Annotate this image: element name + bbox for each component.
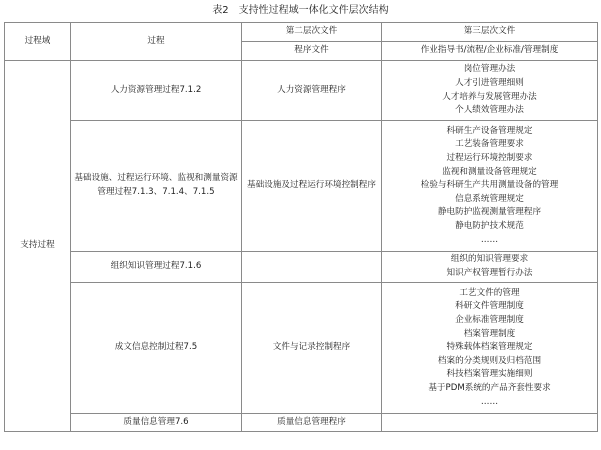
process-cell: 质量信息管理7.6 [71, 414, 242, 432]
doc-item: 工艺文件的管理 [459, 287, 520, 298]
program-cell: 人力资源管理程序 [242, 61, 382, 121]
doc-item: 信息系统管理规定 [455, 193, 524, 204]
doc-item: 档案的分类规则及归档范围 [437, 355, 542, 366]
table-row [5, 121, 598, 252]
doc-item: …… [480, 396, 499, 407]
program-cell [242, 252, 382, 283]
doc-item: 个人绩效管理办法 [455, 105, 524, 116]
process-cell: 基础设施、过程运行环境、监视和测量资源管理过程7.1.3、7.1.4、7.1.5 [71, 121, 242, 252]
doc-item: 科研文件管理制度 [455, 301, 524, 312]
docs-cell [382, 121, 598, 252]
program-cell: 文件与记录控制程序 [242, 283, 382, 414]
header-third-level: 第三层次文件 [382, 23, 598, 42]
doc-item: 人才引进管理细则 [455, 77, 524, 88]
doc-item: 知识产权管理暂行办法 [446, 268, 533, 278]
doc-item: 监视和测量设备管理规定 [442, 166, 537, 177]
doc-item: 科研生产设备管理规定 [446, 125, 533, 136]
doc-item: 人才培养与发展管理办法 [442, 91, 537, 102]
process-cell: 成文信息控制过程7.5 [71, 283, 242, 414]
docs-cell [382, 414, 598, 432]
program-cell: 基础设施及过程运行环境控制程序 [242, 121, 382, 252]
process-cell: 组织知识管理过程7.1.6 [71, 252, 242, 283]
process-cell: 人力资源管理过程7.1.2 [71, 61, 242, 121]
doc-item: 组织的知识管理要求 [450, 254, 529, 265]
docs-cell [382, 252, 598, 283]
doc-item: 特殊载体档案管理规定 [446, 342, 533, 353]
header-domain: 过程域 [5, 23, 71, 61]
doc-item: 岗位管理办法 [463, 64, 516, 75]
program-cell: 质量信息管理程序 [242, 414, 382, 432]
doc-item: 静电防护监视测量管理程序 [437, 207, 542, 218]
header-third-subtitle: 作业指导书/流程/企业标准/管理制度 [382, 42, 598, 61]
header-program-file: 程序文件 [242, 42, 382, 61]
doc-item: 企业标准管理制度 [455, 315, 524, 326]
docs-cell [382, 283, 598, 414]
table-row [5, 283, 598, 414]
doc-item: 检验与科研生产共用测量设备的管理 [420, 180, 559, 191]
doc-item: 工艺装备管理要求 [455, 139, 524, 150]
domain-cell: 支持过程 [5, 61, 71, 432]
doc-item: 科技档案管理实施细则 [446, 369, 533, 380]
doc-item: 档案管理制度 [463, 328, 516, 339]
process-hierarchy-table [4, 22, 598, 432]
doc-item: 静电防护技术规范 [455, 220, 524, 231]
table-row [5, 61, 598, 121]
doc-item: 过程运行环境控制要求 [446, 153, 533, 164]
table-row [5, 414, 598, 432]
doc-item: …… [480, 234, 499, 245]
header-second-level: 第二层次文件 [242, 23, 382, 42]
docs-cell [382, 61, 598, 121]
table-row [5, 252, 598, 283]
header-process: 过程 [71, 23, 242, 61]
doc-item: 基于PDM系统的产品齐套性要求 [428, 382, 551, 393]
table-caption: 表2 支持性过程域一体化文件层次结构 [212, 5, 389, 16]
